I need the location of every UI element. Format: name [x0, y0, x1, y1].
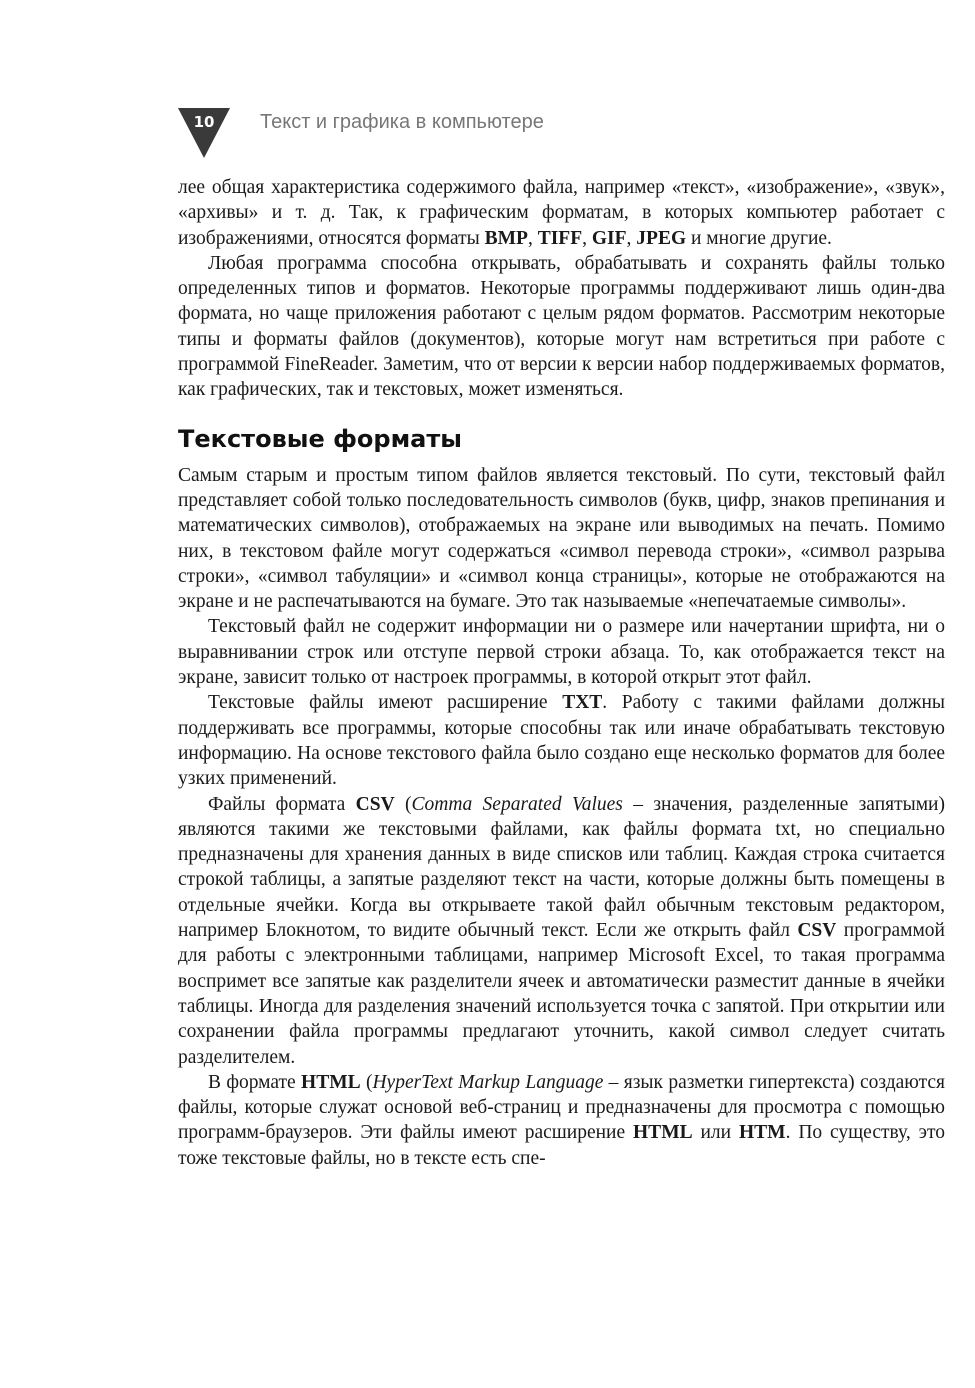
paragraph-4: Текстовый файл не содержит информации ни о размере или начертании шрифта, ни о выравнивании строк или отступе первой строки абзаца. То, как отображается текст на экране, зависит только от настроек программы, в которой открыт этот файл.: [178, 616, 945, 689]
paragraph-1: лее общая характеристика содержимого файла, например «текст», «изображение», «звук», «архивы» и т. д. Так, к графическим форматам, в которых компьютер работает с изображениями, относятся форматы BMP, TIFF, GIF, JPEG и многие другие.: [178, 177, 945, 249]
section-heading: Текстовые форматы: [178, 424, 462, 453]
paragraph-7: В формате HTML (HyperText Markup Language – язык разметки гипертекста) создаются файлы, которые служат основой веб-страниц и предназначены для просмотра с помощью программ-браузеров. Эти файлы имеют расширение HTML или HTM. По существу, это тоже текстовые файлы, но в тексте есть спе-: [178, 1071, 945, 1169]
format-html: HTML: [301, 1071, 361, 1093]
format-csv-2: CSV: [797, 920, 837, 942]
format-tiff: TIFF: [537, 227, 583, 249]
paragraph-6: Файлы формата CSV (Comma Separated Values – значения, разделенные запятыми) являются такими же текстовыми файлами, как файлы формата txt, но специально предназначены для хранения данных в виде списков или таблиц. Каждая строка считается строкой таблицы, а запятые разделяют текст на части, которые должны быть помещены в отдельные ячейки. Когда вы открываете такой файл обычным текстовым редактором, например Блокнотом, то видите обычный текст. Если же открыть файл CSV программой для работы с электронными таблицами, например Microsoft Excel, то такая программа воспримет все запятые как разделители ячеек и автоматически разместит данные в ячейки таблицы. Иногда для разделения значений используется точка с запятой. При открытии или сохранении файла программы предлагают уточнить, какой символ следует считать разделителем.: [178, 793, 945, 1068]
format-bmp: BMP: [484, 227, 528, 249]
running-title: Текст и графика в компьютере: [260, 111, 544, 133]
paragraph-3: Самым старым и простым типом файлов является текстовый. По сути, текстовый файл представляет собой только последовательность символов (букв, цифр, знаков препинания и математических символов), отображаемых на экране или выводимых на печать. Помимо них, в текстовом файле могут содержаться «символ перевода строки», «символ разрыва строки», «символ табуляции» и «символ конца страницы», которые не отображаются на экране и не распечатываются на бумаге. Это так называемые «непечатаемые символы».: [178, 464, 945, 613]
page-number: 10: [193, 113, 215, 131]
page-header: [178, 108, 878, 162]
format-csv: CSV: [355, 793, 395, 815]
format-htm: HTM: [738, 1122, 786, 1144]
page-body: [178, 175, 945, 1171]
format-html-2: HTML: [633, 1122, 693, 1144]
csv-full-name: Comma Separated Values: [411, 793, 623, 815]
format-gif: GIF: [591, 227, 627, 249]
format-txt: TXT: [562, 692, 603, 714]
paragraph-5: Текстовые файлы имеют расширение TXT. Работу с такими файлами должны поддерживать все программы, которые способны так или иначе обрабатывать текстовую информацию. На основе текстового файла было создано еще несколько форматов для более узких применений.: [178, 692, 945, 790]
html-full-name: HyperText Markup Language: [372, 1071, 604, 1093]
format-jpeg: JPEG: [636, 227, 687, 249]
paragraph-2: Любая программа способна открывать, обрабатывать и сохранять файлы только определенных типов и форматов. Некоторые программы поддерживают лишь один-два формата, но чаще приложения работают с целым рядом форматов. Рассмотрим некоторые типы и форматы файлов (документов), которые могут нам встретиться при работе с программой FineReader. Заметим, что от версии к версии набор поддерживаемых форматов, как графических, так и текстовых, может изменяться.: [178, 252, 945, 401]
